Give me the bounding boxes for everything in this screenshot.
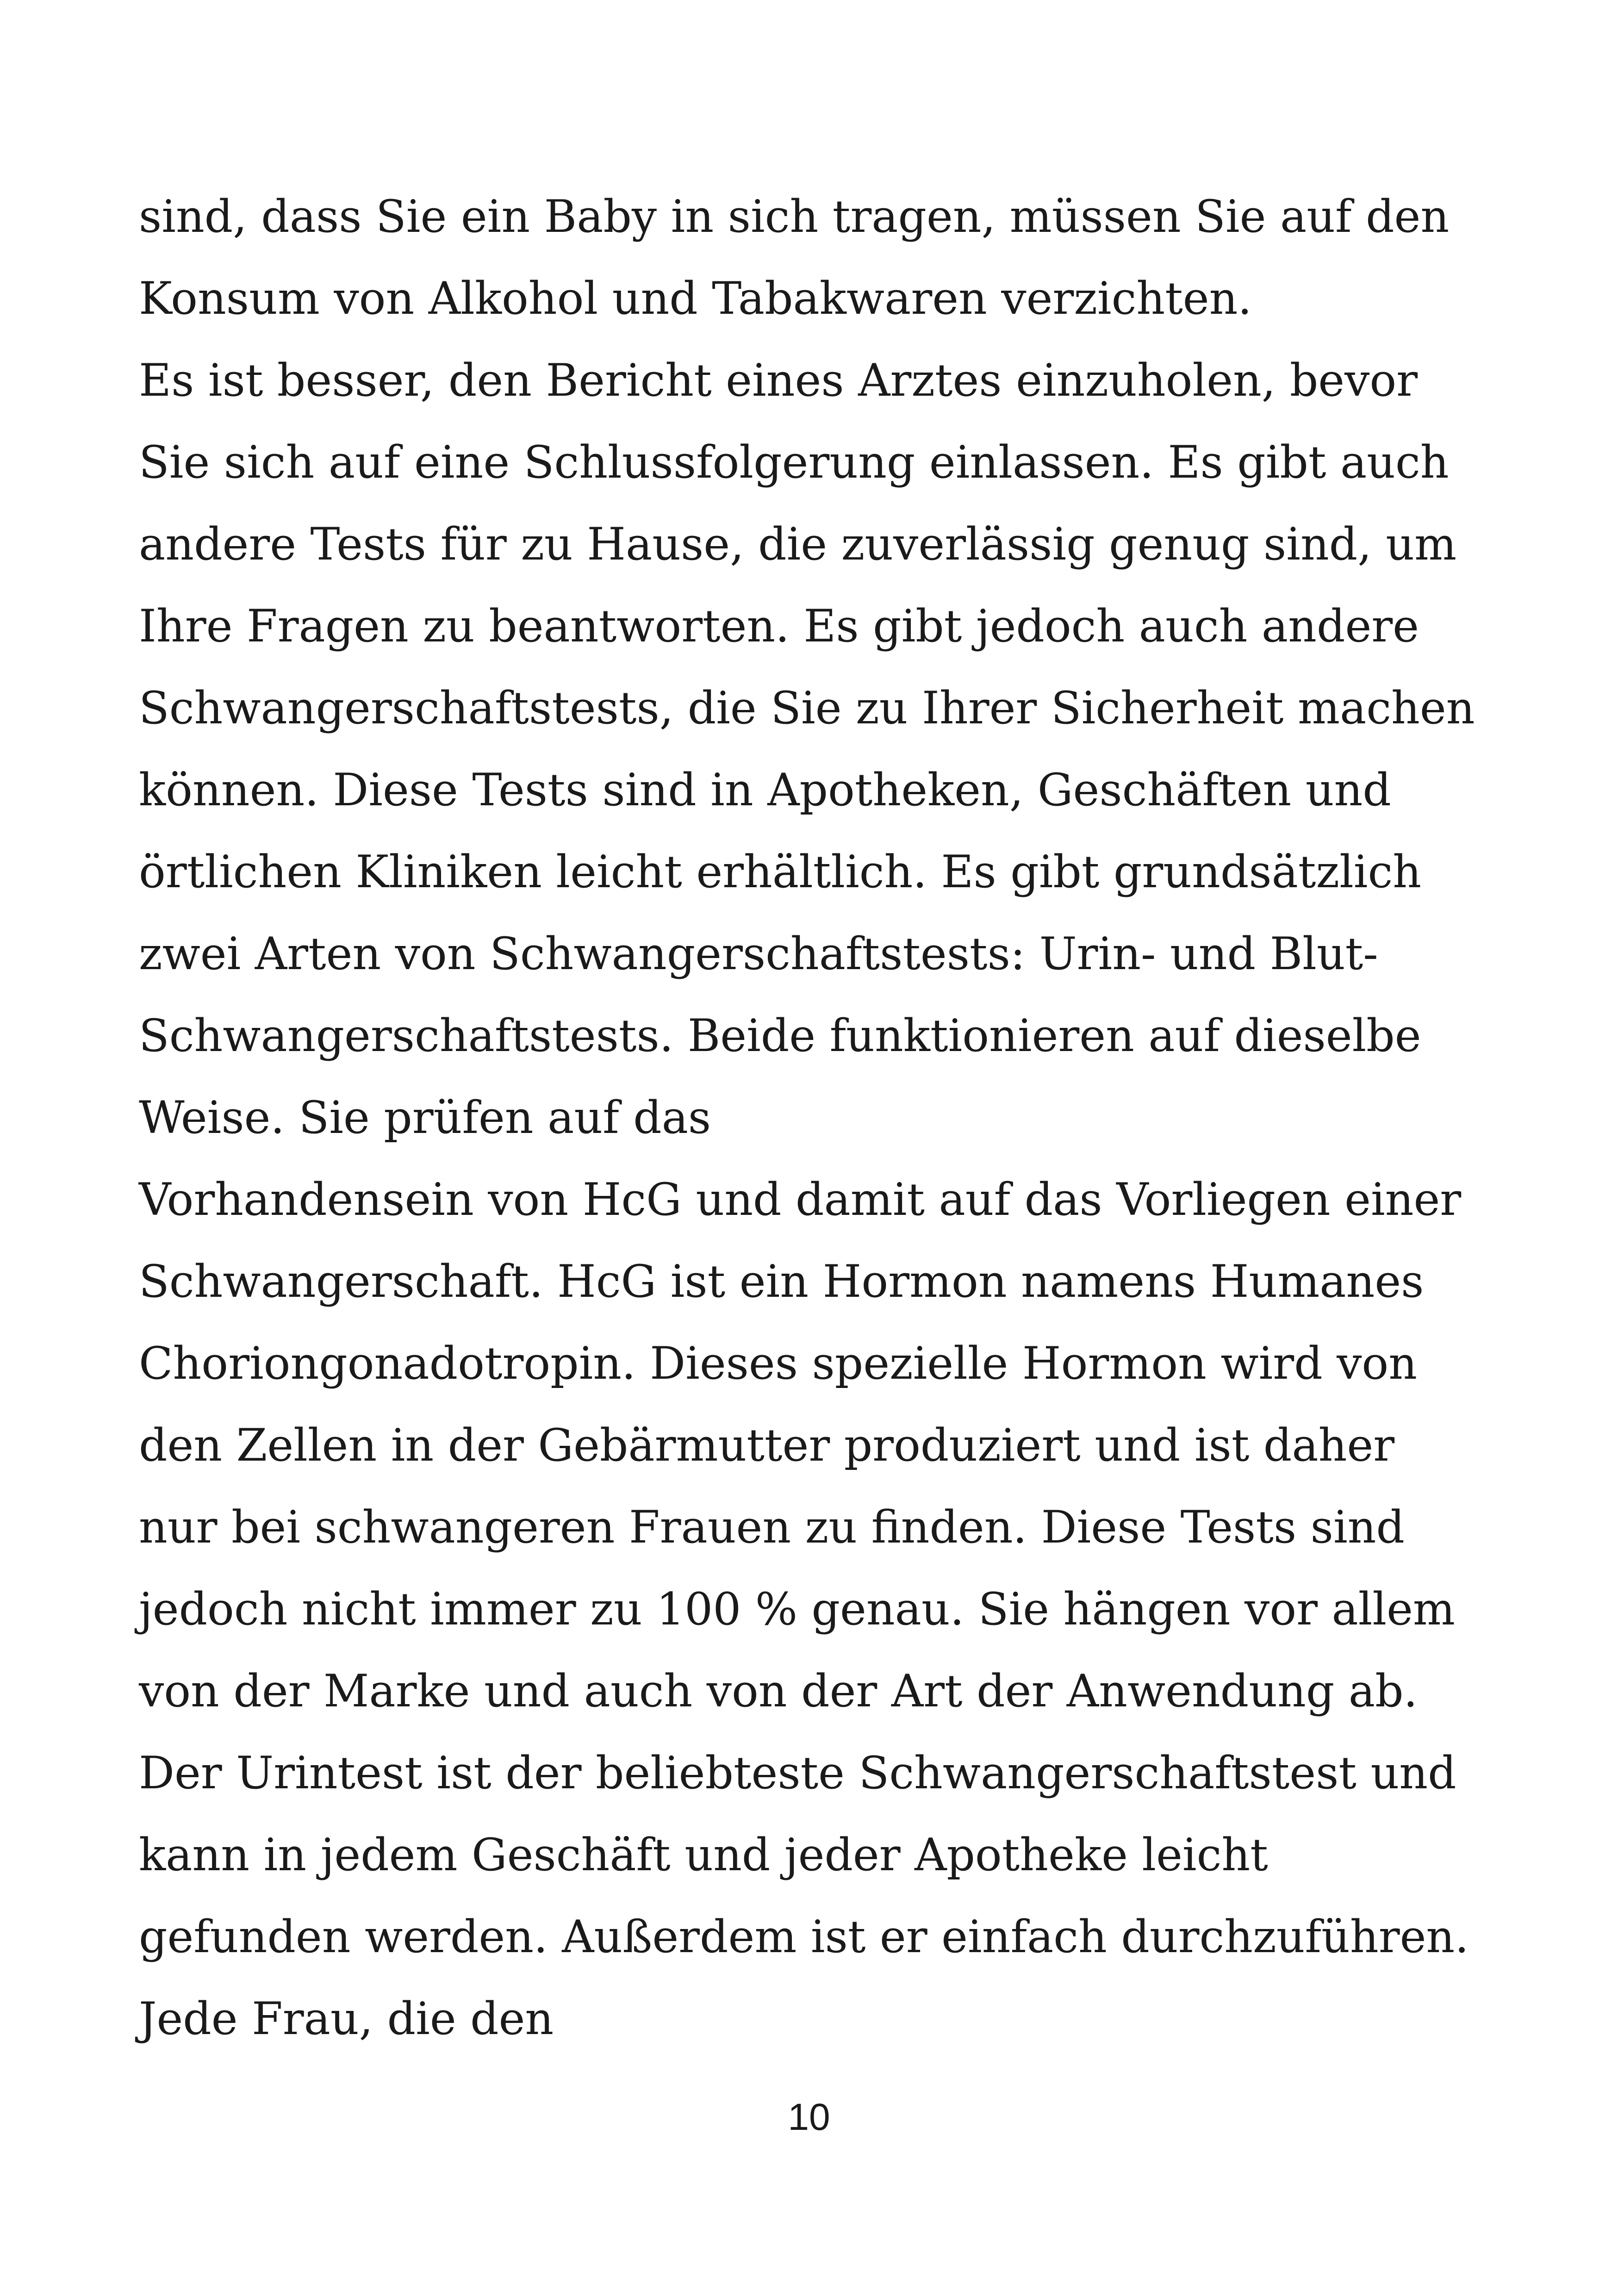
text-line: Schwangerschaftstests. Beide funktionieren auf dieselbe — [139, 1010, 1421, 1062]
text-line: von der Marke und auch von der Art der Anwendung ab. — [139, 1665, 1418, 1717]
text-line: Ihre Fragen zu beantworten. Es gibt jedoch auch andere — [139, 600, 1419, 652]
text-line: Konsum von Alkohol und Tabakwaren verzichten. — [139, 273, 1252, 324]
text-line: jedoch nicht immer zu 100 % genau. Sie hängen vor allem — [139, 1583, 1455, 1635]
body-text — [139, 176, 1527, 2060]
text-line: den Zellen in der Gebärmutter produziert und ist daher — [139, 1419, 1395, 1471]
text-line: Der Urintest ist der beliebteste Schwangerschaftstest und — [139, 1747, 1456, 1799]
text-line: Jede Frau, die den — [139, 1993, 554, 2045]
text-line: Choriongonadotropin. Dieses spezielle Hormon wird von — [139, 1338, 1418, 1389]
text-line: örtlichen Kliniken leicht erhältlich. Es gibt grundsätzlich — [139, 846, 1422, 898]
text-line: Schwangerschaftstests, die Sie zu Ihrer Sicherheit machen — [139, 682, 1475, 734]
text-line: nur bei schwangeren Frauen zu finden. Diese Tests sind — [139, 1501, 1405, 1553]
page-number: 10 — [788, 2096, 830, 2138]
text-line: Sie sich auf eine Schlussfolgerung einlassen. Es gibt auch — [139, 436, 1449, 488]
text-line: können. Diese Tests sind in Apotheken, Geschäften und — [139, 764, 1391, 816]
text-line: sind, dass Sie ein Baby in sich tragen, müssen Sie auf den — [139, 191, 1450, 243]
text-line: Weise. Sie prüfen auf das — [139, 1092, 711, 1144]
text-line: kann in jedem Geschäft und jeder Apotheke leicht — [139, 1829, 1268, 1881]
text-line: Vorhandensein von HcG und damit auf das Vorliegen einer — [139, 1174, 1462, 1226]
text-line: andere Tests für zu Hause, die zuverlässig genug sind, um — [139, 518, 1457, 570]
text-line: Schwangerschaft. HcG ist ein Hormon namens Humanes — [139, 1256, 1424, 1307]
text-line: zwei Arten von Schwangerschaftstests: Urin- und Blut- — [139, 928, 1378, 980]
text-line: Es ist besser, den Bericht eines Arztes einzuholen, bevor — [139, 355, 1418, 406]
text-line: gefunden werden. Außerdem ist er einfach durchzuführen. — [139, 1911, 1469, 1963]
